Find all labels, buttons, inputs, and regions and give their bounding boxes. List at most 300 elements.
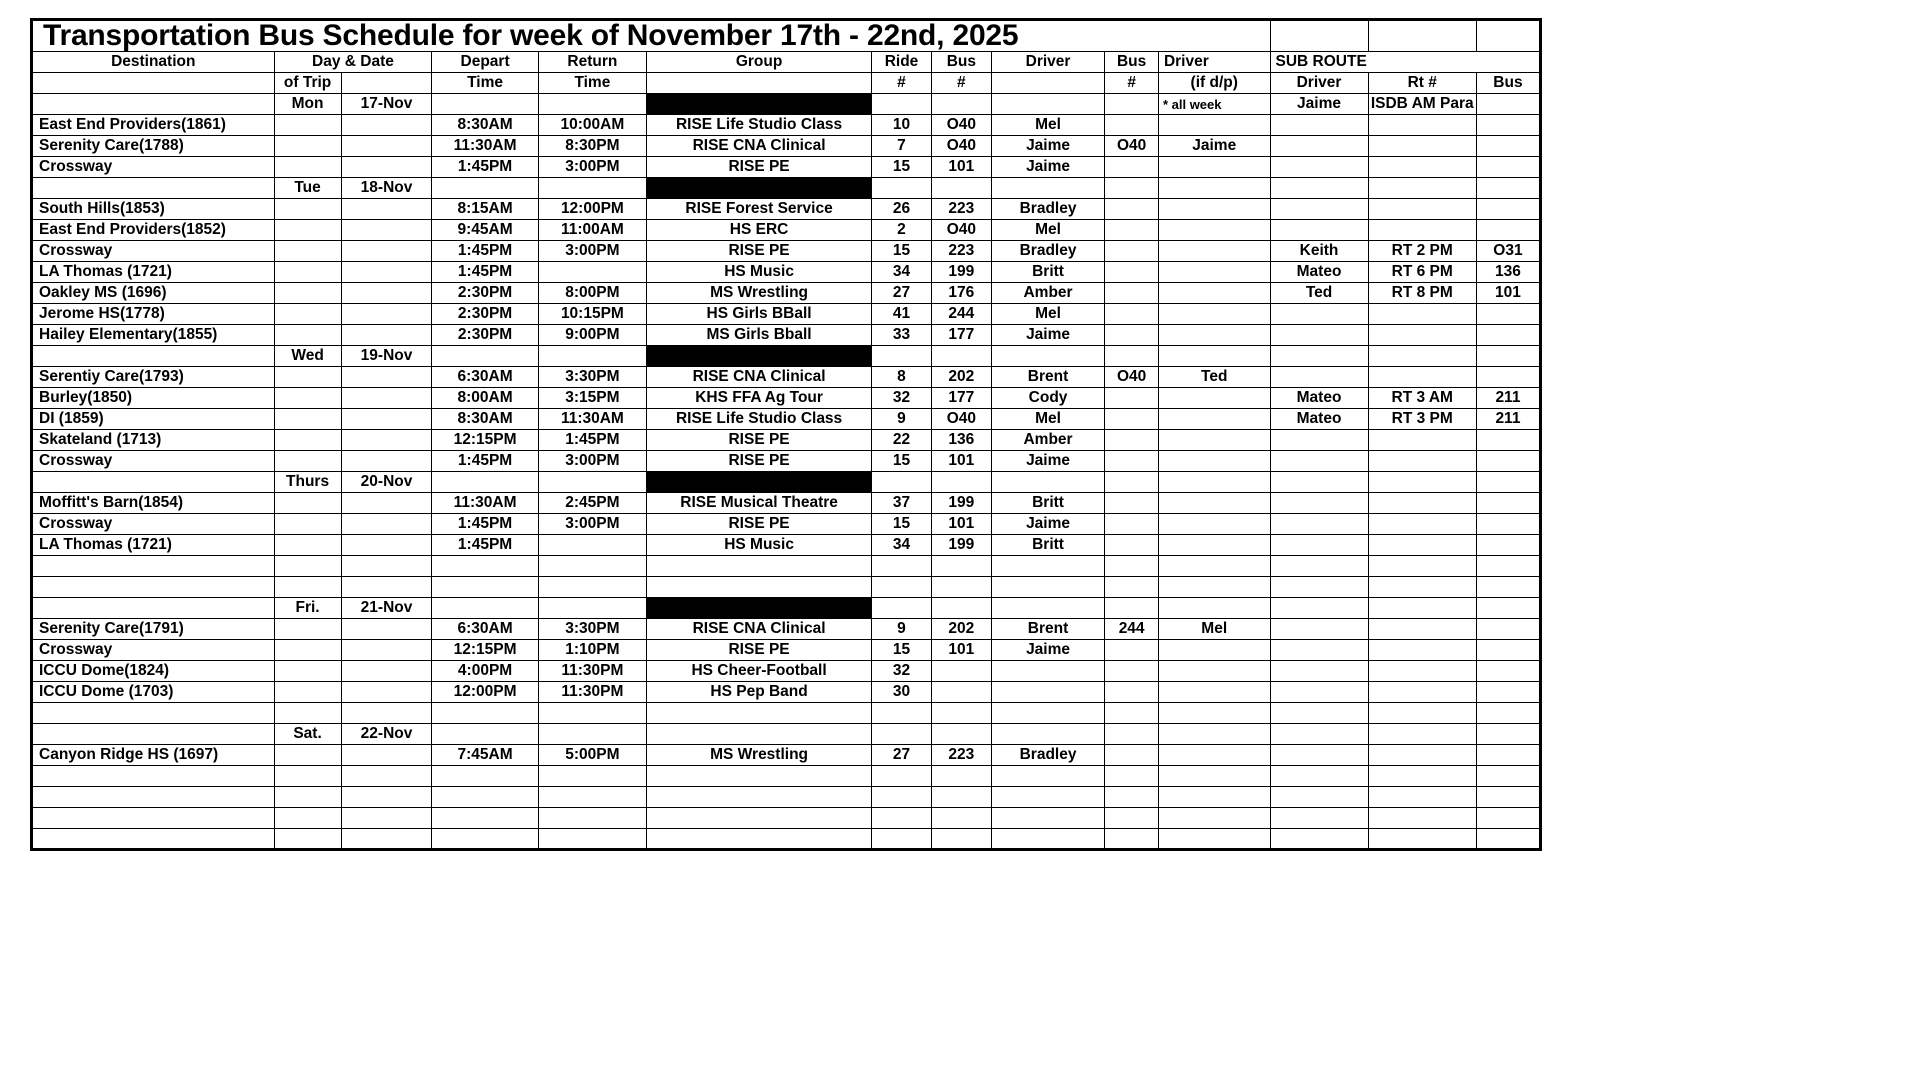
cell-return-time[interactable]: 3:30PM bbox=[538, 619, 646, 640]
cell-sub-bus[interactable] bbox=[1476, 430, 1540, 451]
cell-date[interactable] bbox=[341, 283, 432, 304]
cell-sub-rt[interactable] bbox=[1368, 178, 1476, 199]
cell-driver2[interactable]: Ted bbox=[1158, 367, 1270, 388]
cell-return-time[interactable]: 3:00PM bbox=[538, 514, 646, 535]
cell-day[interactable] bbox=[274, 220, 341, 241]
cell-destination[interactable]: East End Providers(1852) bbox=[32, 220, 275, 241]
cell-driver[interactable] bbox=[991, 787, 1105, 808]
cell-destination[interactable] bbox=[32, 472, 275, 493]
cell-sub-rt[interactable] bbox=[1368, 514, 1476, 535]
cell-ride-number[interactable]: 2 bbox=[872, 220, 932, 241]
cell-day[interactable] bbox=[274, 808, 341, 829]
cell-depart-time[interactable]: 2:30PM bbox=[432, 304, 538, 325]
cell-return-time[interactable]: 11:30PM bbox=[538, 661, 646, 682]
cell-date[interactable] bbox=[341, 367, 432, 388]
cell-driver2[interactable] bbox=[1158, 577, 1270, 598]
cell-ride-number[interactable]: 8 bbox=[872, 367, 932, 388]
cell-depart-time[interactable] bbox=[432, 577, 538, 598]
cell-sub-bus[interactable] bbox=[1476, 619, 1540, 640]
cell-ride-number[interactable]: 15 bbox=[872, 514, 932, 535]
cell-depart-time[interactable]: 2:30PM bbox=[432, 283, 538, 304]
cell-bus2-number[interactable] bbox=[1105, 514, 1159, 535]
cell-bus-number[interactable]: 176 bbox=[931, 283, 991, 304]
cell-ride-number[interactable]: 15 bbox=[872, 157, 932, 178]
cell-sub-bus[interactable] bbox=[1476, 766, 1540, 787]
cell-sub-driver[interactable] bbox=[1270, 577, 1368, 598]
cell-driver2[interactable] bbox=[1158, 766, 1270, 787]
cell-bus2-number[interactable] bbox=[1105, 745, 1159, 766]
cell-sub-driver[interactable] bbox=[1270, 619, 1368, 640]
cell-sub-rt[interactable] bbox=[1368, 199, 1476, 220]
cell-depart-time[interactable]: 11:30AM bbox=[432, 136, 538, 157]
cell-sub-driver[interactable]: Mateo bbox=[1270, 388, 1368, 409]
cell-ride-number[interactable]: 22 bbox=[872, 430, 932, 451]
cell-date[interactable] bbox=[341, 766, 432, 787]
cell-depart-time[interactable]: 4:00PM bbox=[432, 661, 538, 682]
cell-bus-number[interactable]: 136 bbox=[931, 430, 991, 451]
cell-bus2-number[interactable] bbox=[1105, 94, 1159, 115]
cell-group[interactable] bbox=[647, 556, 872, 577]
cell-sub-rt[interactable] bbox=[1368, 325, 1476, 346]
cell-sub-bus[interactable] bbox=[1476, 472, 1540, 493]
cell-day[interactable] bbox=[274, 157, 341, 178]
cell-day[interactable] bbox=[274, 451, 341, 472]
cell-depart-time[interactable]: 8:30AM bbox=[432, 115, 538, 136]
cell-bus2-number[interactable] bbox=[1105, 535, 1159, 556]
cell-sub-bus[interactable] bbox=[1476, 829, 1540, 850]
cell-sub-bus[interactable]: O31 bbox=[1476, 241, 1540, 262]
cell-bus2-number[interactable] bbox=[1105, 598, 1159, 619]
cell-depart-time[interactable] bbox=[432, 766, 538, 787]
cell-day[interactable]: Fri. bbox=[274, 598, 341, 619]
cell-group[interactable] bbox=[647, 829, 872, 850]
cell-ride-number[interactable]: 32 bbox=[872, 388, 932, 409]
cell-sub-driver[interactable]: Keith bbox=[1270, 241, 1368, 262]
cell-sub-rt[interactable] bbox=[1368, 598, 1476, 619]
cell-sub-rt[interactable] bbox=[1368, 724, 1476, 745]
cell-group[interactable] bbox=[647, 703, 872, 724]
cell-driver2[interactable] bbox=[1158, 703, 1270, 724]
cell-return-time[interactable]: 8:00PM bbox=[538, 283, 646, 304]
cell-destination[interactable] bbox=[32, 766, 275, 787]
cell-group[interactable]: HS Girls BBall bbox=[647, 304, 872, 325]
cell-sub-bus[interactable] bbox=[1476, 493, 1540, 514]
cell-sub-driver[interactable] bbox=[1270, 703, 1368, 724]
cell-depart-time[interactable] bbox=[432, 178, 538, 199]
cell-destination[interactable]: ICCU Dome(1824) bbox=[32, 661, 275, 682]
cell-depart-time[interactable]: 9:45AM bbox=[432, 220, 538, 241]
cell-bus-number[interactable]: O40 bbox=[931, 115, 991, 136]
cell-bus-number[interactable]: O40 bbox=[931, 220, 991, 241]
cell-day[interactable] bbox=[274, 409, 341, 430]
cell-return-time[interactable]: 9:00PM bbox=[538, 325, 646, 346]
cell-destination[interactable]: Crossway bbox=[32, 451, 275, 472]
cell-day[interactable] bbox=[274, 262, 341, 283]
cell-destination[interactable] bbox=[32, 598, 275, 619]
cell-return-time[interactable] bbox=[538, 94, 646, 115]
cell-day[interactable] bbox=[274, 514, 341, 535]
cell-sub-bus[interactable] bbox=[1476, 745, 1540, 766]
cell-bus2-number[interactable] bbox=[1105, 556, 1159, 577]
cell-date[interactable] bbox=[341, 388, 432, 409]
cell-sub-driver[interactable] bbox=[1270, 346, 1368, 367]
cell-sub-rt[interactable] bbox=[1368, 220, 1476, 241]
cell-depart-time[interactable] bbox=[432, 472, 538, 493]
cell-date[interactable] bbox=[341, 220, 432, 241]
cell-bus-number[interactable]: 199 bbox=[931, 493, 991, 514]
cell-driver2[interactable] bbox=[1158, 115, 1270, 136]
cell-group[interactable] bbox=[647, 787, 872, 808]
cell-group[interactable]: RISE PE bbox=[647, 241, 872, 262]
cell-bus-number[interactable] bbox=[931, 346, 991, 367]
cell-destination[interactable]: Crossway bbox=[32, 241, 275, 262]
cell-group[interactable] bbox=[647, 808, 872, 829]
cell-destination[interactable]: South Hills(1853) bbox=[32, 199, 275, 220]
cell-bus2-number[interactable] bbox=[1105, 724, 1159, 745]
cell-depart-time[interactable]: 8:15AM bbox=[432, 199, 538, 220]
cell-bus2-number[interactable] bbox=[1105, 703, 1159, 724]
cell-driver2[interactable] bbox=[1158, 724, 1270, 745]
cell-destination[interactable] bbox=[32, 808, 275, 829]
cell-date[interactable] bbox=[341, 262, 432, 283]
cell-sub-rt[interactable] bbox=[1368, 703, 1476, 724]
cell-ride-number[interactable]: 34 bbox=[872, 535, 932, 556]
cell-day[interactable] bbox=[274, 829, 341, 850]
cell-group[interactable] bbox=[647, 724, 872, 745]
cell-date[interactable]: 20-Nov bbox=[341, 472, 432, 493]
cell-destination[interactable]: East End Providers(1861) bbox=[32, 115, 275, 136]
cell-driver[interactable]: Jaime bbox=[991, 514, 1105, 535]
cell-depart-time[interactable]: 8:30AM bbox=[432, 409, 538, 430]
cell-destination[interactable]: Burley(1850) bbox=[32, 388, 275, 409]
cell-sub-rt[interactable] bbox=[1368, 304, 1476, 325]
cell-day[interactable] bbox=[274, 199, 341, 220]
cell-day[interactable] bbox=[274, 241, 341, 262]
cell-bus-number[interactable]: 202 bbox=[931, 367, 991, 388]
cell-ride-number[interactable]: 9 bbox=[872, 619, 932, 640]
cell-bus2-number[interactable] bbox=[1105, 220, 1159, 241]
cell-driver[interactable] bbox=[991, 682, 1105, 703]
cell-sub-driver[interactable] bbox=[1270, 766, 1368, 787]
cell-sub-rt[interactable] bbox=[1368, 808, 1476, 829]
cell-date[interactable] bbox=[341, 577, 432, 598]
cell-ride-number[interactable] bbox=[872, 556, 932, 577]
cell-sub-driver[interactable] bbox=[1270, 157, 1368, 178]
cell-date[interactable]: 18-Nov bbox=[341, 178, 432, 199]
cell-bus2-number[interactable] bbox=[1105, 115, 1159, 136]
cell-depart-time[interactable] bbox=[432, 829, 538, 850]
cell-group[interactable]: MS Wrestling bbox=[647, 283, 872, 304]
cell-group[interactable]: Darla/Gary Off bbox=[647, 346, 872, 367]
cell-bus2-number[interactable] bbox=[1105, 325, 1159, 346]
cell-group[interactable]: Gary Off bbox=[647, 472, 872, 493]
cell-driver[interactable] bbox=[991, 829, 1105, 850]
cell-sub-bus[interactable]: 101 bbox=[1476, 283, 1540, 304]
cell-depart-time[interactable] bbox=[432, 724, 538, 745]
cell-destination[interactable]: ICCU Dome (1703) bbox=[32, 682, 275, 703]
cell-return-time[interactable] bbox=[538, 787, 646, 808]
cell-driver[interactable]: Brent bbox=[991, 619, 1105, 640]
cell-ride-number[interactable]: 32 bbox=[872, 661, 932, 682]
cell-sub-driver[interactable] bbox=[1270, 178, 1368, 199]
cell-date[interactable] bbox=[341, 451, 432, 472]
cell-destination[interactable] bbox=[32, 178, 275, 199]
cell-driver2[interactable]: * all week bbox=[1158, 94, 1270, 115]
cell-depart-time[interactable]: 1:45PM bbox=[432, 535, 538, 556]
cell-day[interactable] bbox=[274, 661, 341, 682]
cell-group[interactable] bbox=[647, 577, 872, 598]
cell-date[interactable] bbox=[341, 535, 432, 556]
cell-return-time[interactable]: 3:30PM bbox=[538, 367, 646, 388]
cell-driver[interactable]: Mel bbox=[991, 304, 1105, 325]
cell-sub-bus[interactable] bbox=[1476, 535, 1540, 556]
cell-bus-number[interactable]: O40 bbox=[931, 136, 991, 157]
cell-sub-driver[interactable] bbox=[1270, 136, 1368, 157]
cell-bus2-number[interactable] bbox=[1105, 430, 1159, 451]
cell-destination[interactable]: Moffitt's Barn(1854) bbox=[32, 493, 275, 514]
cell-return-time[interactable] bbox=[538, 808, 646, 829]
cell-bus2-number[interactable] bbox=[1105, 304, 1159, 325]
cell-sub-rt[interactable] bbox=[1368, 472, 1476, 493]
cell-destination[interactable]: LA Thomas (1721) bbox=[32, 535, 275, 556]
cell-destination[interactable]: Skateland (1713) bbox=[32, 430, 275, 451]
cell-day[interactable] bbox=[274, 745, 341, 766]
cell-sub-driver[interactable] bbox=[1270, 514, 1368, 535]
cell-date[interactable] bbox=[341, 787, 432, 808]
cell-driver2[interactable] bbox=[1158, 661, 1270, 682]
cell-sub-bus[interactable] bbox=[1476, 220, 1540, 241]
cell-driver[interactable] bbox=[991, 808, 1105, 829]
cell-day[interactable]: Sat. bbox=[274, 724, 341, 745]
cell-destination[interactable]: LA Thomas (1721) bbox=[32, 262, 275, 283]
cell-return-time[interactable]: 10:00AM bbox=[538, 115, 646, 136]
cell-group[interactable]: HS Music bbox=[647, 535, 872, 556]
cell-ride-number[interactable]: 27 bbox=[872, 283, 932, 304]
cell-ride-number[interactable]: 37 bbox=[872, 493, 932, 514]
cell-return-time[interactable]: 8:30PM bbox=[538, 136, 646, 157]
cell-sub-bus[interactable] bbox=[1476, 136, 1540, 157]
cell-depart-time[interactable] bbox=[432, 787, 538, 808]
cell-day[interactable]: Wed bbox=[274, 346, 341, 367]
cell-sub-rt[interactable] bbox=[1368, 157, 1476, 178]
cell-ride-number[interactable] bbox=[872, 808, 932, 829]
cell-group[interactable]: HS Music bbox=[647, 262, 872, 283]
cell-day[interactable] bbox=[274, 577, 341, 598]
cell-date[interactable] bbox=[341, 493, 432, 514]
cell-sub-rt[interactable]: RT 3 AM bbox=[1368, 388, 1476, 409]
cell-group[interactable]: RISE CNA Clinical bbox=[647, 367, 872, 388]
cell-sub-bus[interactable] bbox=[1476, 703, 1540, 724]
cell-destination[interactable] bbox=[32, 724, 275, 745]
cell-sub-bus[interactable] bbox=[1476, 640, 1540, 661]
cell-sub-rt[interactable] bbox=[1368, 535, 1476, 556]
cell-driver[interactable] bbox=[991, 472, 1105, 493]
cell-day[interactable]: Tue bbox=[274, 178, 341, 199]
cell-destination[interactable]: DI (1859) bbox=[32, 409, 275, 430]
cell-group[interactable]: RISE CNA Clinical bbox=[647, 136, 872, 157]
cell-sub-rt[interactable]: RT 3 PM bbox=[1368, 409, 1476, 430]
cell-driver2[interactable] bbox=[1158, 808, 1270, 829]
cell-driver[interactable] bbox=[991, 661, 1105, 682]
cell-date[interactable] bbox=[341, 703, 432, 724]
cell-return-time[interactable]: 12:00PM bbox=[538, 199, 646, 220]
cell-ride-number[interactable] bbox=[872, 577, 932, 598]
cell-sub-driver[interactable] bbox=[1270, 220, 1368, 241]
cell-date[interactable] bbox=[341, 619, 432, 640]
cell-driver[interactable]: Jaime bbox=[991, 157, 1105, 178]
cell-driver2[interactable] bbox=[1158, 220, 1270, 241]
cell-depart-time[interactable]: 1:45PM bbox=[432, 241, 538, 262]
cell-ride-number[interactable] bbox=[872, 829, 932, 850]
cell-sub-bus[interactable]: 211 bbox=[1476, 388, 1540, 409]
cell-ride-number[interactable]: 27 bbox=[872, 745, 932, 766]
cell-sub-rt[interactable] bbox=[1368, 115, 1476, 136]
cell-sub-bus[interactable] bbox=[1476, 514, 1540, 535]
cell-date[interactable] bbox=[341, 409, 432, 430]
cell-driver[interactable]: Amber bbox=[991, 430, 1105, 451]
cell-driver[interactable]: Brent bbox=[991, 367, 1105, 388]
cell-sub-bus[interactable] bbox=[1476, 556, 1540, 577]
cell-ride-number[interactable] bbox=[872, 598, 932, 619]
cell-day[interactable] bbox=[274, 556, 341, 577]
cell-ride-number[interactable]: 9 bbox=[872, 409, 932, 430]
cell-return-time[interactable] bbox=[538, 346, 646, 367]
cell-ride-number[interactable]: 10 bbox=[872, 115, 932, 136]
cell-driver[interactable] bbox=[991, 703, 1105, 724]
cell-driver2[interactable] bbox=[1158, 682, 1270, 703]
cell-sub-bus[interactable] bbox=[1476, 661, 1540, 682]
cell-sub-driver[interactable] bbox=[1270, 724, 1368, 745]
cell-day[interactable] bbox=[274, 640, 341, 661]
cell-destination[interactable]: Serentiy Care(1793) bbox=[32, 367, 275, 388]
cell-return-time[interactable] bbox=[538, 724, 646, 745]
cell-bus-number[interactable]: 101 bbox=[931, 451, 991, 472]
cell-destination[interactable] bbox=[32, 829, 275, 850]
cell-sub-driver[interactable]: Mateo bbox=[1270, 409, 1368, 430]
cell-sub-driver[interactable] bbox=[1270, 598, 1368, 619]
cell-bus-number[interactable]: 223 bbox=[931, 199, 991, 220]
cell-sub-bus[interactable] bbox=[1476, 682, 1540, 703]
cell-bus-number[interactable]: 199 bbox=[931, 535, 991, 556]
cell-driver[interactable] bbox=[991, 178, 1105, 199]
cell-destination[interactable] bbox=[32, 577, 275, 598]
cell-date[interactable] bbox=[341, 241, 432, 262]
cell-return-time[interactable]: 10:15PM bbox=[538, 304, 646, 325]
cell-destination[interactable] bbox=[32, 346, 275, 367]
cell-day[interactable] bbox=[274, 304, 341, 325]
cell-driver[interactable]: Britt bbox=[991, 493, 1105, 514]
cell-ride-number[interactable] bbox=[872, 787, 932, 808]
cell-date[interactable] bbox=[341, 199, 432, 220]
cell-depart-time[interactable]: 1:45PM bbox=[432, 157, 538, 178]
cell-driver[interactable] bbox=[991, 346, 1105, 367]
cell-return-time[interactable]: 3:00PM bbox=[538, 451, 646, 472]
cell-sub-rt[interactable] bbox=[1368, 661, 1476, 682]
cell-bus-number[interactable]: 177 bbox=[931, 388, 991, 409]
cell-sub-driver[interactable] bbox=[1270, 640, 1368, 661]
cell-driver2[interactable] bbox=[1158, 493, 1270, 514]
cell-driver[interactable]: Jaime bbox=[991, 451, 1105, 472]
cell-sub-rt[interactable] bbox=[1368, 640, 1476, 661]
cell-group[interactable]: RISE CNA Clinical bbox=[647, 619, 872, 640]
cell-sub-rt[interactable]: RT 2 PM bbox=[1368, 241, 1476, 262]
cell-ride-number[interactable]: 26 bbox=[872, 199, 932, 220]
cell-bus2-number[interactable] bbox=[1105, 241, 1159, 262]
cell-driver[interactable]: Jaime bbox=[991, 136, 1105, 157]
cell-depart-time[interactable] bbox=[432, 703, 538, 724]
cell-return-time[interactable] bbox=[538, 703, 646, 724]
cell-return-time[interactable]: 11:30AM bbox=[538, 409, 646, 430]
cell-sub-driver[interactable] bbox=[1270, 745, 1368, 766]
cell-group[interactable]: HS ERC bbox=[647, 220, 872, 241]
cell-date[interactable] bbox=[341, 430, 432, 451]
cell-ride-number[interactable] bbox=[872, 94, 932, 115]
cell-sub-rt[interactable] bbox=[1368, 493, 1476, 514]
cell-bus2-number[interactable] bbox=[1105, 409, 1159, 430]
cell-return-time[interactable] bbox=[538, 829, 646, 850]
cell-bus2-number[interactable]: O40 bbox=[1105, 136, 1159, 157]
cell-sub-driver[interactable]: Mateo bbox=[1270, 262, 1368, 283]
cell-ride-number[interactable]: 15 bbox=[872, 241, 932, 262]
cell-group[interactable]: Gary Off bbox=[647, 598, 872, 619]
cell-driver[interactable] bbox=[991, 94, 1105, 115]
cell-bus-number[interactable] bbox=[931, 94, 991, 115]
cell-sub-driver[interactable]: Jaime bbox=[1270, 94, 1368, 115]
cell-day[interactable] bbox=[274, 535, 341, 556]
cell-destination[interactable] bbox=[32, 703, 275, 724]
cell-depart-time[interactable]: 11:30AM bbox=[432, 493, 538, 514]
cell-sub-rt[interactable] bbox=[1368, 367, 1476, 388]
cell-driver2[interactable] bbox=[1158, 535, 1270, 556]
cell-day[interactable] bbox=[274, 682, 341, 703]
cell-depart-time[interactable] bbox=[432, 346, 538, 367]
cell-bus-number[interactable]: 101 bbox=[931, 640, 991, 661]
cell-depart-time[interactable]: 12:15PM bbox=[432, 640, 538, 661]
cell-ride-number[interactable] bbox=[872, 766, 932, 787]
cell-bus-number[interactable] bbox=[931, 766, 991, 787]
cell-sub-driver[interactable] bbox=[1270, 325, 1368, 346]
cell-sub-rt[interactable] bbox=[1368, 430, 1476, 451]
cell-bus2-number[interactable] bbox=[1105, 682, 1159, 703]
cell-destination[interactable]: Serenity Care(1788) bbox=[32, 136, 275, 157]
cell-day[interactable] bbox=[274, 283, 341, 304]
cell-sub-rt[interactable]: RT 6 PM bbox=[1368, 262, 1476, 283]
cell-driver2[interactable] bbox=[1158, 451, 1270, 472]
cell-day[interactable] bbox=[274, 619, 341, 640]
cell-destination[interactable] bbox=[32, 787, 275, 808]
cell-driver[interactable] bbox=[991, 766, 1105, 787]
cell-sub-bus[interactable]: 136 bbox=[1476, 262, 1540, 283]
cell-sub-bus[interactable] bbox=[1476, 178, 1540, 199]
cell-driver[interactable]: Jaime bbox=[991, 325, 1105, 346]
cell-destination[interactable]: Canyon Ridge HS (1697) bbox=[32, 745, 275, 766]
cell-ride-number[interactable]: 34 bbox=[872, 262, 932, 283]
cell-sub-rt[interactable] bbox=[1368, 556, 1476, 577]
cell-sub-rt[interactable] bbox=[1368, 766, 1476, 787]
cell-bus-number[interactable] bbox=[931, 703, 991, 724]
cell-bus2-number[interactable] bbox=[1105, 493, 1159, 514]
cell-day[interactable]: Mon bbox=[274, 94, 341, 115]
cell-sub-rt[interactable]: RT 8 PM bbox=[1368, 283, 1476, 304]
cell-return-time[interactable]: 3:00PM bbox=[538, 241, 646, 262]
cell-bus-number[interactable]: 199 bbox=[931, 262, 991, 283]
cell-bus2-number[interactable] bbox=[1105, 199, 1159, 220]
cell-ride-number[interactable]: 15 bbox=[872, 640, 932, 661]
cell-driver2[interactable] bbox=[1158, 325, 1270, 346]
cell-group[interactable]: HS Pep Band bbox=[647, 682, 872, 703]
cell-group[interactable]: RISE PE bbox=[647, 157, 872, 178]
cell-bus2-number[interactable] bbox=[1105, 808, 1159, 829]
